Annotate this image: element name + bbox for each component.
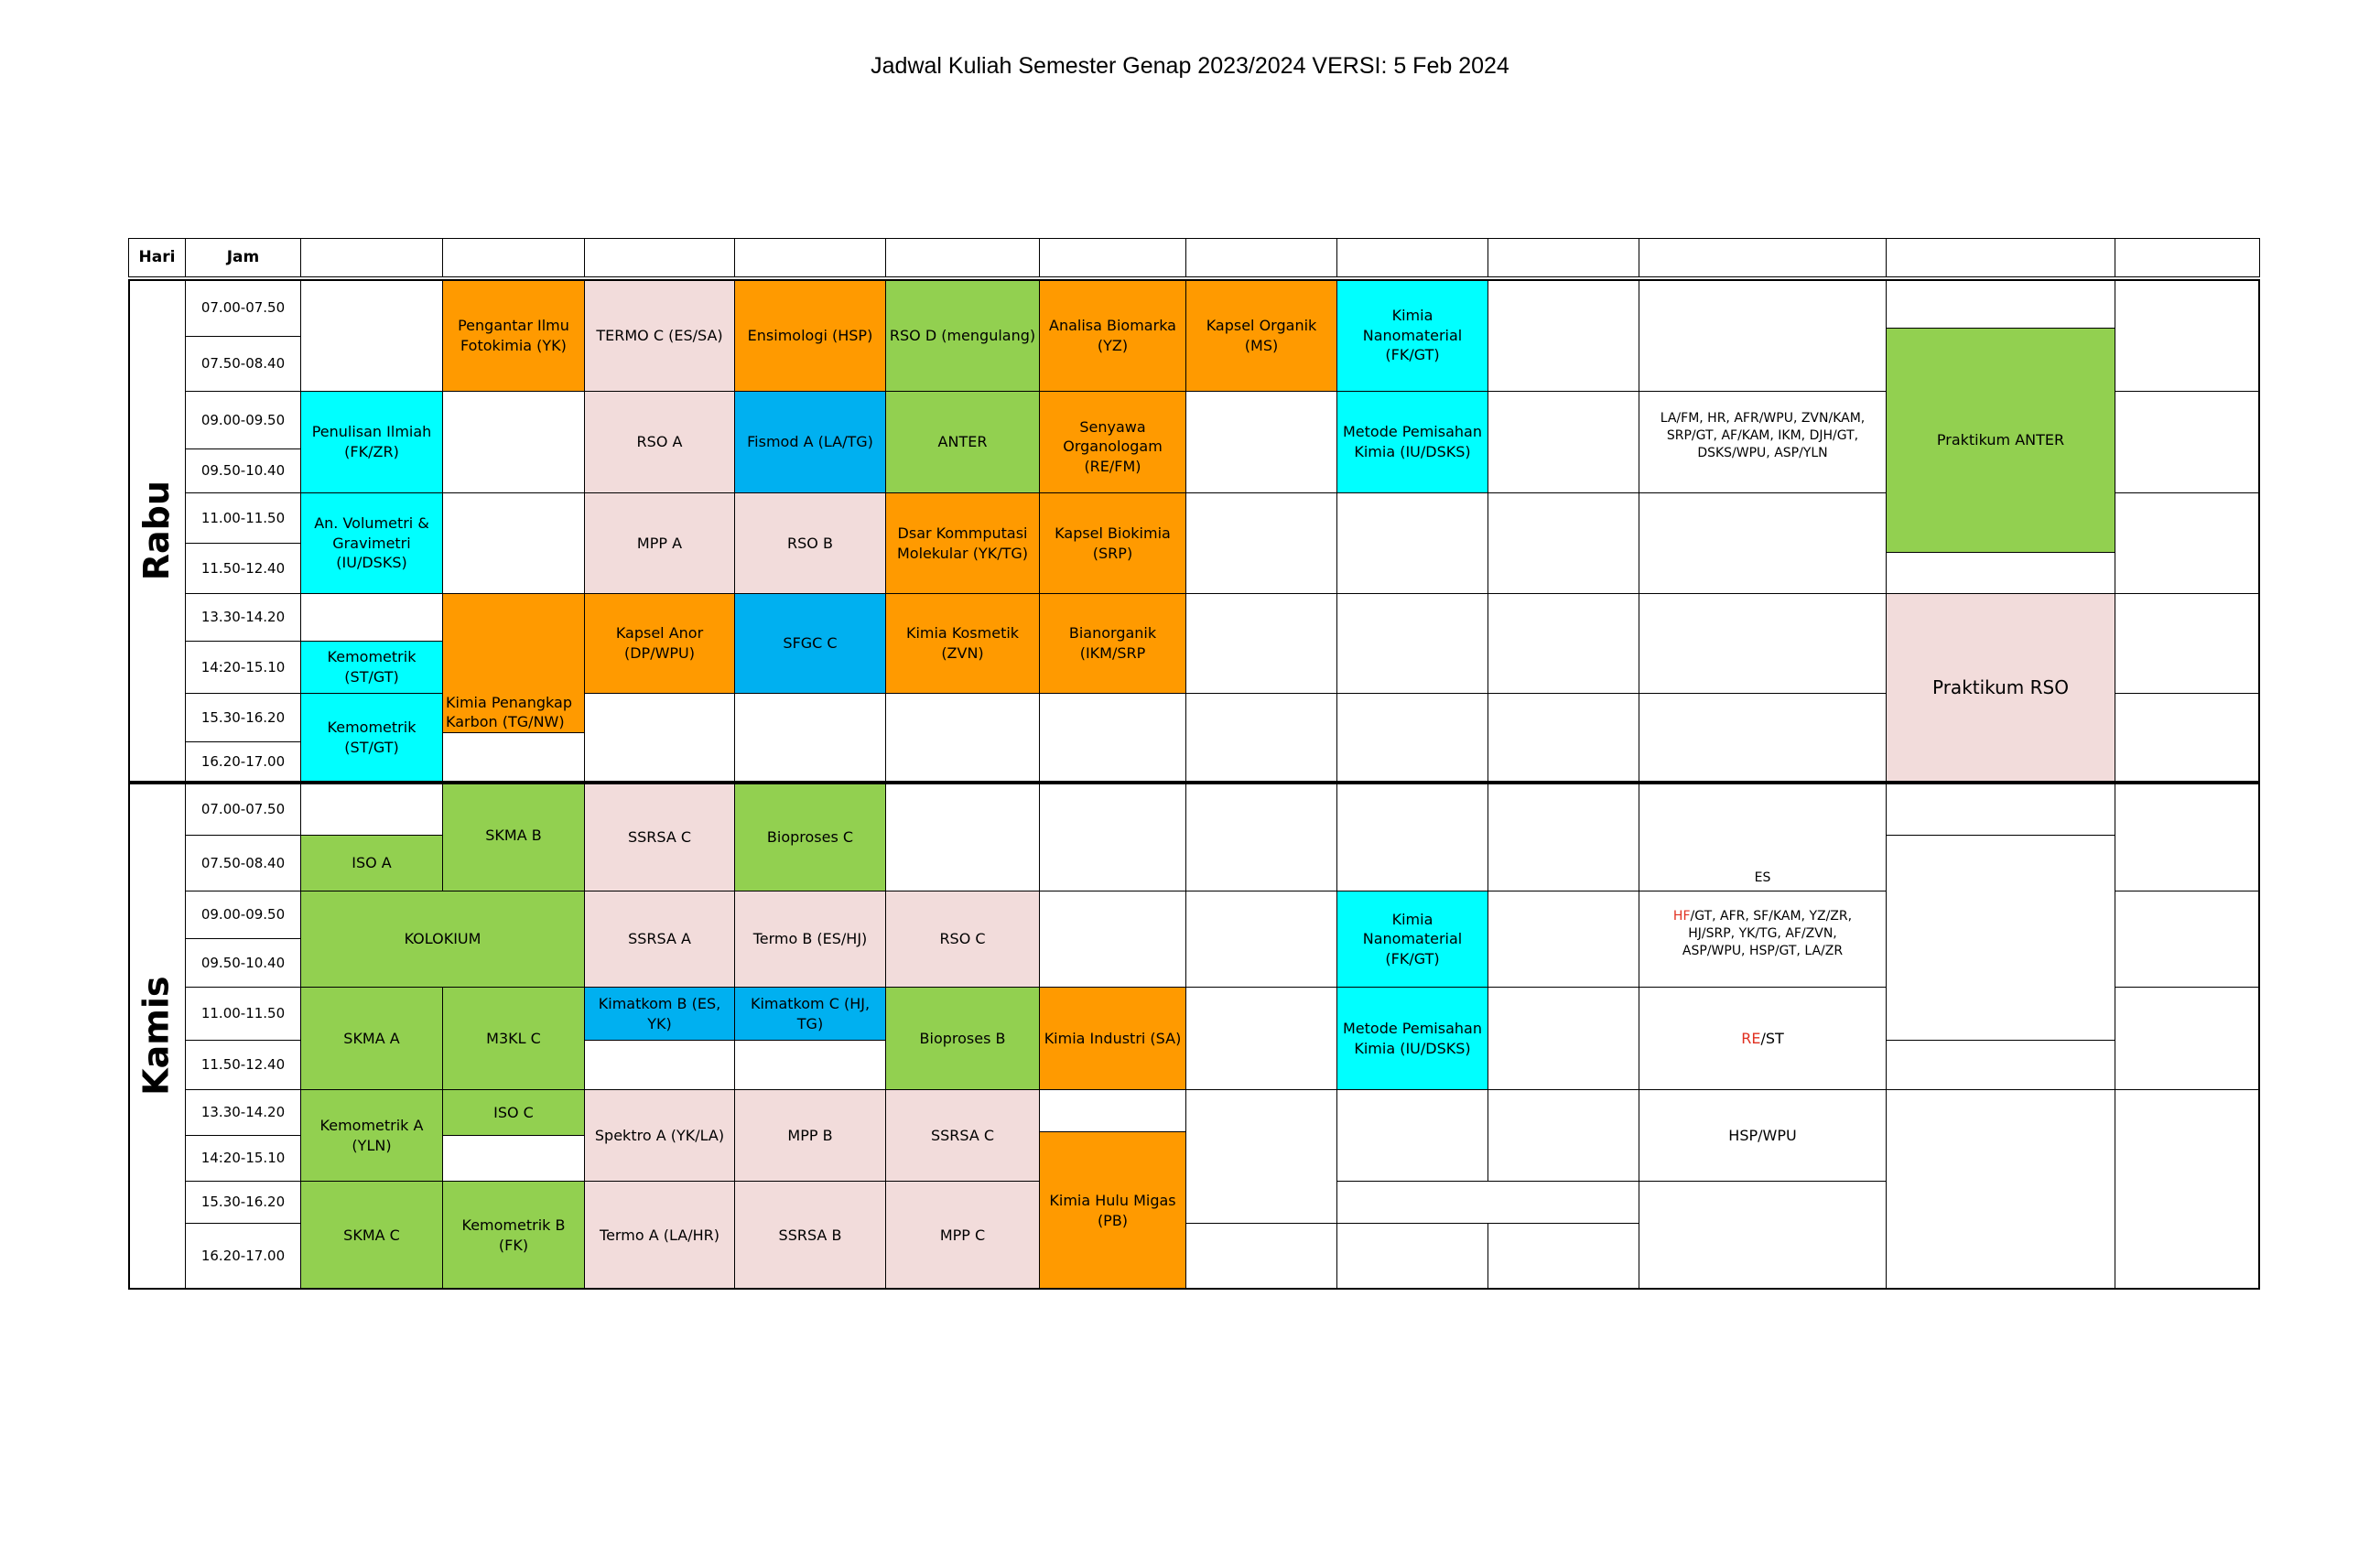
empty-cell <box>2115 1089 2260 1290</box>
empty-cell <box>1639 279 1887 392</box>
rabu-praktikum-anter: Praktikum ANTER <box>1886 328 2115 553</box>
empty-cell <box>734 1040 886 1090</box>
rabu-fismod-a: Fismod A (LA/TG) <box>734 391 886 493</box>
kamis-termo-a: Termo A (LA/HR) <box>584 1181 735 1290</box>
empty-cell <box>2115 891 2260 988</box>
rabu-sfgc-c: SFGC C <box>734 593 886 694</box>
empty-cell <box>1488 987 1639 1090</box>
time-slot: 13.30-14.20 <box>185 593 301 642</box>
kamis-ssrsa-c: SSRSA C <box>584 783 735 891</box>
rabu-bianorganik: Bianorganik (IKM/SRP <box>1039 593 1186 694</box>
kamis-ssrsa-b: SSRSA B <box>734 1181 886 1290</box>
header-cell <box>885 238 1040 277</box>
rabu-kapsel-organik: Kapsel Organik (MS) <box>1185 279 1337 392</box>
empty-cell <box>1039 693 1186 783</box>
empty-cell <box>1336 1181 1639 1224</box>
rabu-kapsel-biokimia: Kapsel Biokimia (SRP) <box>1039 492 1186 594</box>
rabu-asisten-list: LA/FM, HR, AFR/WPU, ZVN/KAM, SRP/GT, AF/KAM, IKM, DJH/GT, DSKS/WPU, ASP/YLN <box>1639 391 1887 493</box>
empty-cell <box>1185 492 1337 594</box>
empty-cell <box>1185 891 1337 988</box>
kamis-kimia-nanomaterial: Kimia Nanomaterial (FK/GT) <box>1336 891 1488 988</box>
empty-cell <box>1639 693 1887 783</box>
kamis-hsp-wpu: HSP/WPU <box>1639 1089 1887 1182</box>
rabu-kimia-kosmetik: Kimia Kosmetik (ZVN) <box>885 593 1040 694</box>
time-slot: 14:20-15.10 <box>185 641 301 694</box>
rabu-rso-a: RSO A <box>584 391 735 493</box>
rabu-kemometrik-1: Kemometrik (ST/GT) <box>300 641 443 694</box>
empty-cell <box>1639 593 1887 694</box>
kamis-kolokium: KOLOKIUM <box>300 891 585 988</box>
kamis-es: ES <box>1639 783 1887 891</box>
kamis-bioproses-c: Bioproses C <box>734 783 886 891</box>
header-cell <box>442 238 585 277</box>
rabu-pengantar-ilmu: Pengantar Ilmu Fotokimia (YK) <box>442 279 585 392</box>
header-cell <box>1639 238 1887 277</box>
kamis-ssrsa-a: SSRSA A <box>584 891 735 988</box>
kamis-m3kl-c: M3KL C <box>442 987 585 1090</box>
empty-cell <box>1886 1089 2115 1290</box>
empty-cell <box>442 391 585 493</box>
kamis-skma-c: SKMA C <box>300 1181 443 1290</box>
rabu-ensimologi: Ensimologi (HSP) <box>734 279 886 392</box>
kamis-iso-a: ISO A <box>300 835 443 891</box>
time-slot: 16.20-17.00 <box>185 1223 301 1290</box>
rabu-anter: ANTER <box>885 391 1040 493</box>
kamis-kimatkom-c: Kimatkom C (HJ, TG) <box>734 987 886 1041</box>
time-slot: 07.00-07.50 <box>185 279 301 337</box>
header-cell <box>734 238 886 277</box>
kamis-kemometrik-a: Kemometrik A (YLN) <box>300 1089 443 1182</box>
kamis-kemometrik-b: Kemometrik B (FK) <box>442 1181 585 1290</box>
rabu-praktikum-rso: Praktikum RSO <box>1886 593 2115 783</box>
empty-cell <box>300 279 443 392</box>
empty-cell <box>1185 783 1337 891</box>
empty-cell <box>442 732 585 783</box>
rabu-analisa-biomarka: Analisa Biomarka (YZ) <box>1039 279 1186 392</box>
day-label-text: Kamis <box>135 976 177 1097</box>
time-slot: 14:20-15.10 <box>185 1135 301 1182</box>
header-cell <box>300 238 443 277</box>
empty-cell <box>2115 593 2260 694</box>
day-label-kamis <box>128 783 186 1290</box>
empty-cell <box>1185 593 1337 694</box>
empty-cell <box>1336 1223 1488 1290</box>
header-cell <box>2115 238 2260 277</box>
empty-cell <box>1488 891 1639 988</box>
rabu-an-volumetri: An. Volumetri & Gravimetri (IU/DSKS) <box>300 492 443 594</box>
page-title: Jadwal Kuliah Semester Genap 2023/2024 VERSI: 5 Feb 2024 <box>871 53 1509 79</box>
empty-cell <box>1039 783 1186 891</box>
re-text: RE <box>1741 1029 1761 1047</box>
empty-cell <box>1886 279 2115 329</box>
empty-cell <box>2115 693 2260 783</box>
header-hari: Hari <box>128 238 186 277</box>
empty-cell <box>1185 693 1337 783</box>
kamis-termo-b: Termo B (ES/HJ) <box>734 891 886 988</box>
rabu-kimia-penangkap: Kimia Penangkap Karbon (TG/NW) <box>442 593 585 733</box>
time-slot: 07.50-08.40 <box>185 336 301 392</box>
time-slot: 11.50-12.40 <box>185 1040 301 1090</box>
empty-cell <box>1886 783 2115 836</box>
time-slot: 15.30-16.20 <box>185 693 301 742</box>
kamis-rso-c: RSO C <box>885 891 1040 988</box>
rabu-kapsel-anor: Kapsel Anor (DP/WPU) <box>584 593 735 694</box>
rabu-rso-d: RSO D (mengulang) <box>885 279 1040 392</box>
empty-cell <box>1039 1089 1186 1132</box>
rabu-termo-c: TERMO C (ES/SA) <box>584 279 735 392</box>
empty-cell <box>584 1040 735 1090</box>
rabu-rso-b: RSO B <box>734 492 886 594</box>
empty-cell <box>2115 391 2260 493</box>
empty-cell <box>1336 593 1488 694</box>
empty-cell <box>1185 1089 1337 1224</box>
header-jam: Jam <box>185 238 301 277</box>
empty-cell <box>442 1135 585 1182</box>
empty-cell <box>885 693 1040 783</box>
empty-cell <box>1336 492 1488 594</box>
empty-cell <box>1488 783 1639 891</box>
kamis-mpp-b: MPP B <box>734 1089 886 1182</box>
time-slot: 09.00-09.50 <box>185 891 301 939</box>
empty-cell <box>1488 1223 1639 1290</box>
kamis-asisten-list <box>1639 891 1887 988</box>
empty-cell <box>2115 987 2260 1090</box>
empty-cell <box>1488 391 1639 493</box>
time-slot: 07.50-08.40 <box>185 835 301 891</box>
empty-cell <box>300 783 443 836</box>
empty-cell <box>1488 492 1639 594</box>
rabu-penulisan-ilmiah: Penulisan Ilmiah (FK/ZR) <box>300 391 443 493</box>
empty-cell <box>1185 987 1337 1090</box>
kamis-iso-c: ISO C <box>442 1089 585 1136</box>
rabu-dsar-kommputasi: Dsar Kommputasi Molekular (YK/TG) <box>885 492 1040 594</box>
empty-cell <box>1185 391 1337 493</box>
day-label-rabu <box>128 279 186 783</box>
empty-cell <box>1488 279 1639 392</box>
empty-cell <box>1488 693 1639 783</box>
time-slot: 11.50-12.40 <box>185 543 301 594</box>
time-slot: 16.20-17.00 <box>185 741 301 783</box>
empty-cell <box>1886 552 2115 594</box>
time-slot: 09.00-09.50 <box>185 391 301 449</box>
time-slot: 09.50-10.40 <box>185 938 301 988</box>
empty-cell <box>584 693 735 783</box>
empty-cell <box>300 593 443 642</box>
empty-cell <box>1039 891 1186 988</box>
time-slot: 15.30-16.20 <box>185 1181 301 1224</box>
asisten-hf: HF <box>1672 909 1691 924</box>
time-slot: 09.50-10.40 <box>185 448 301 493</box>
kamis-metode-pemisahan: Metode Pemisahan Kimia (IU/DSKS) <box>1336 987 1488 1090</box>
empty-cell <box>1639 492 1887 594</box>
kamis-ssrsa-c2: SSRSA C <box>885 1089 1040 1182</box>
empty-cell <box>1336 693 1488 783</box>
time-slot: 07.00-07.50 <box>185 783 301 836</box>
st-text: /ST <box>1760 1029 1784 1047</box>
asisten-list-text: /GT, AFR, SF/KAM, YZ/ZR, HJ/SRP, YK/TG, AF/ZVN, ASP/WPU, HSP/GT, LA/ZR <box>1682 909 1853 958</box>
kamis-skma-a: SKMA A <box>300 987 443 1090</box>
empty-cell <box>1886 1040 2115 1090</box>
kamis-spektro-a: Spektro A (YK/LA) <box>584 1089 735 1182</box>
empty-cell <box>734 693 886 783</box>
empty-cell <box>2115 279 2260 392</box>
kamis-kimia-hulu-migas: Kimia Hulu Migas (PB) <box>1039 1131 1186 1290</box>
rabu-mpp-a: MPP A <box>584 492 735 594</box>
header-cell <box>1185 238 1337 277</box>
rabu-kemometrik-2: Kemometrik (ST/GT) <box>300 693 443 783</box>
header-cell <box>1488 238 1639 277</box>
time-slot: 11.00-11.50 <box>185 987 301 1041</box>
header-cell <box>1336 238 1488 277</box>
empty-cell <box>1488 1089 1639 1182</box>
empty-cell <box>885 783 1040 891</box>
time-slot: 13.30-14.20 <box>185 1089 301 1136</box>
empty-cell <box>1336 783 1488 891</box>
empty-cell <box>2115 492 2260 594</box>
empty-cell <box>442 492 585 594</box>
day-label-text: Rabu <box>135 481 177 581</box>
kamis-kimia-industri: Kimia Industri (SA) <box>1039 987 1186 1090</box>
rabu-senyawa-organologam: Senyawa Organologam (RE/FM) <box>1039 391 1186 493</box>
kamis-mpp-c: MPP C <box>885 1181 1040 1290</box>
empty-cell <box>1336 1089 1488 1182</box>
header-cell <box>1039 238 1186 277</box>
rabu-kimia-nanomaterial: Kimia Nanomaterial (FK/GT) <box>1336 279 1488 392</box>
kamis-skma-b: SKMA B <box>442 783 585 891</box>
header-cell <box>1886 238 2115 277</box>
empty-cell <box>2115 783 2260 891</box>
kamis-kimatkom-b: Kimatkom B (ES, YK) <box>584 987 735 1041</box>
empty-cell <box>1639 1181 1887 1290</box>
kamis-bioproses-b: Bioproses B <box>885 987 1040 1090</box>
header-cell <box>584 238 735 277</box>
empty-cell <box>1488 593 1639 694</box>
kamis-re-st <box>1639 987 1887 1090</box>
rabu-metode-pemisahan: Metode Pemisahan Kimia (IU/DSKS) <box>1336 391 1488 493</box>
empty-cell <box>1185 1223 1337 1290</box>
time-slot: 11.00-11.50 <box>185 492 301 544</box>
